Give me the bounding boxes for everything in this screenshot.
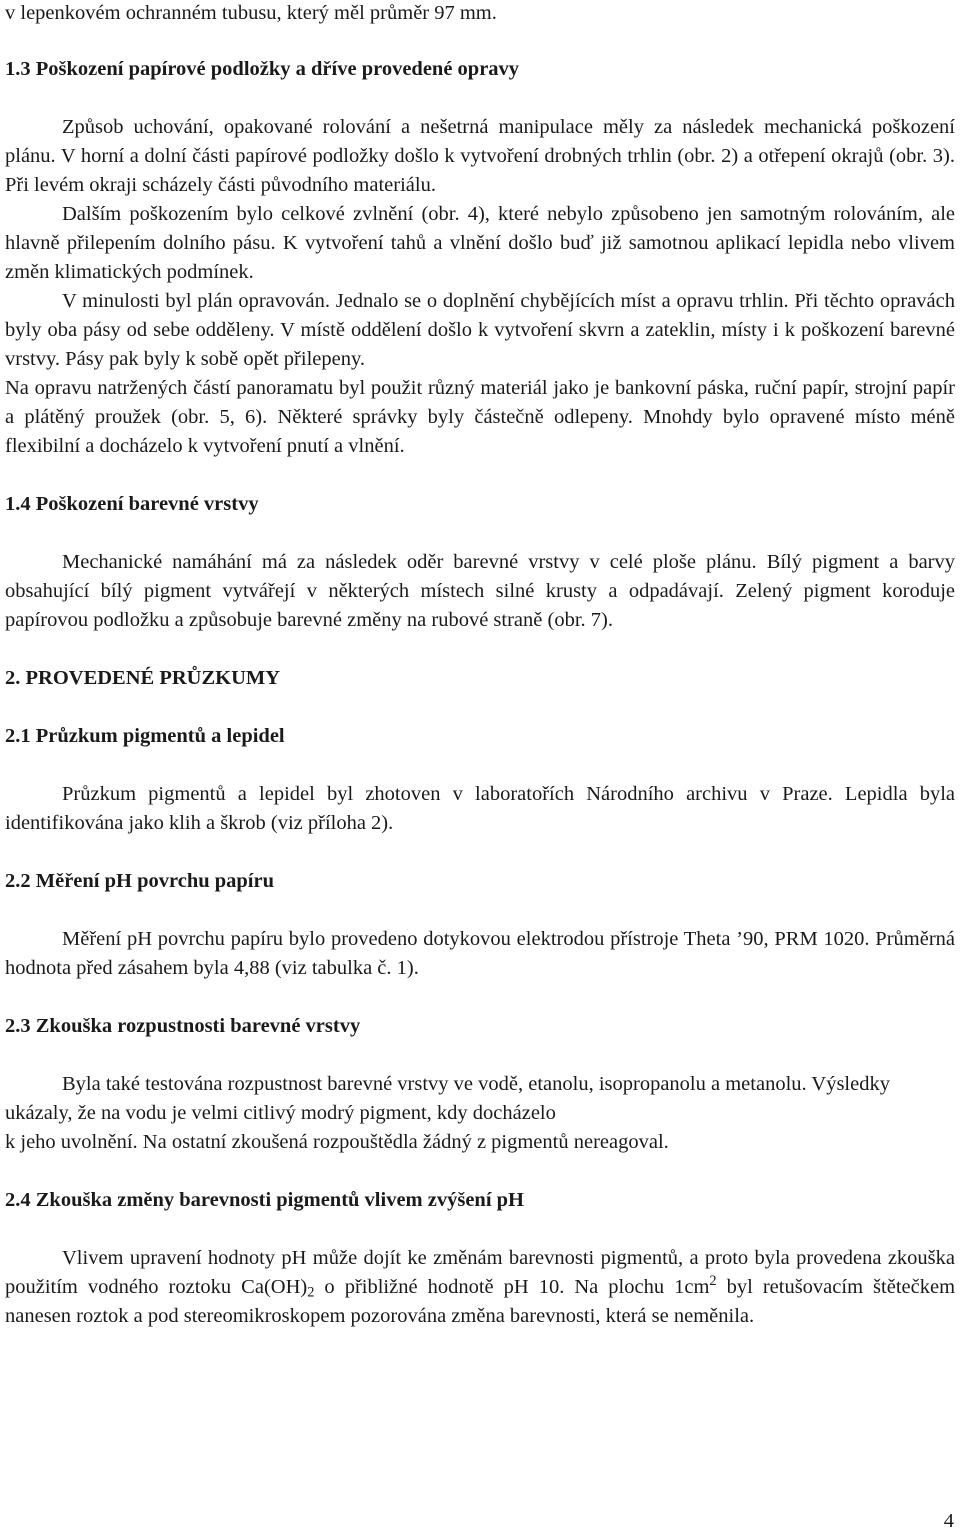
heading-2-1: 2.1 Průzkum pigmentů a lepidel — [5, 725, 285, 747]
paragraph-2-3-1b: k jeho uvolnění. Na ostatní zkoušená rozpouštědla žádný z pigmentů nereagoval. — [5, 1131, 669, 1153]
superscript-2: 2 — [709, 1273, 717, 1290]
paragraph-2-1-1: Průzkum pigmentů a lepidel byl zhotoven v laboratořích Národního archivu v Praze. Lepidla byla identifikována jako klih a škrob (viz příloha 2). — [5, 783, 955, 834]
heading-2-2: 2.2 Měření pH povrchu papíru — [5, 870, 274, 892]
paragraph-2-4-text-c: byl retušovacím štětečkem nanesen roztok a pod stereomikroskopem pozorována změna barevnosti, která se neměnila. — [5, 1276, 956, 1327]
page-number: 4 — [943, 1510, 954, 1532]
paragraph-1-3-2: Dalším poškozením bylo celkové zvlnění (obr. 4), které nebylo způsobeno jen samotným rolováním, ale hlavně přilepením dolního pásu. K vytvoření tahů a vlnění došlo buď již samotnou aplikací lepidla nebo vlivem změn klimatických podmínek. — [5, 203, 955, 283]
heading-2-4: 2.4 Zkouška změny barevnosti pigmentů vlivem zvýšení pH — [5, 1189, 524, 1211]
heading-2: 2. PROVEDENÉ PRŮZKUMY — [5, 667, 281, 689]
intro-line: v lepenkovém ochranném tubusu, který měl průměr 97 mm. — [5, 2, 497, 24]
heading-1-4: 1.4 Poškození barevné vrstvy — [5, 493, 259, 515]
paragraph-1-3-3: V minulosti byl plán opravován. Jednalo se o doplnění chybějících míst a opravu trhlin. Při těchto opravách byly oba pásy od sebe odděleny. V místě oddělení došlo k vytvoření skvrn a zateklin, místy i k poškození barevné vrstvy. Pásy pak byly k sobě opět přilepeny. — [5, 290, 955, 370]
paragraph-2-4-text-b: o přibližné hodnotě pH 10. Na plochu 1cm — [314, 1276, 710, 1298]
subscript-2: 2 — [307, 1284, 315, 1301]
paragraph-2-4-text-a: Vlivem upravení hodnoty pH může dojít ke změnám barevnosti pigmentů, a proto byla provedena zkouška použitím vodného roztoku Ca(OH) — [5, 1247, 955, 1298]
paragraph-2-4-1 — [5, 1244, 955, 1331]
paragraph-1-3-1: Způsob uchování, opakované rolování a nešetrná manipulace měly za následek mechanická poškození plánu. V horní a dolní části papírové podložky došlo k vytvoření drobných trhlin (obr. 2) a otřepení okrajů (obr. 3). Při levém okraji scházely části původního materiálu. — [5, 116, 955, 196]
paragraph-2-2-1: Měření pH povrchu papíru bylo provedeno dotykovou elektrodou přístroje Theta ’90, PRM 1020. Průměrná hodnota před zásahem byla 4,88 (viz tabulka č. 1). — [5, 928, 955, 979]
heading-2-3: 2.3 Zkouška rozpustnosti barevné vrstvy — [5, 1015, 361, 1037]
document-page — [5, 0, 955, 1331]
heading-1-3: 1.3 Poškození papírové podložky a dříve provedené opravy — [5, 58, 520, 80]
paragraph-1-3-4: Na opravu natržených částí panoramatu byl použit různý materiál jako je bankovní páska, ruční papír, strojní papír a plátěný proužek (obr. 5, 6). Některé správky byly částečně odlepeny. Mnohdy bylo opravené místo méně flexibilní a docházelo k vytvoření pnutí a vlnění. — [5, 377, 955, 457]
paragraph-2-3-1a: Byla také testována rozpustnost barevné vrstvy ve vodě, etanolu, isopropanolu a metanolu. Výsledky ukázaly, že na vodu je velmi citlivý modrý pigment, kdy docházelo — [5, 1073, 890, 1124]
paragraph-1-4-1: Mechanické namáhání má za následek oděr barevné vrstvy v celé ploše plánu. Bílý pigment a barvy obsahující bílý pigment vytvářejí v některých místech silné krusty a odpadávají. Zelený pigment koroduje papírovou podložku a způsobuje barevné změny na rubové straně (obr. 7). — [5, 551, 955, 631]
